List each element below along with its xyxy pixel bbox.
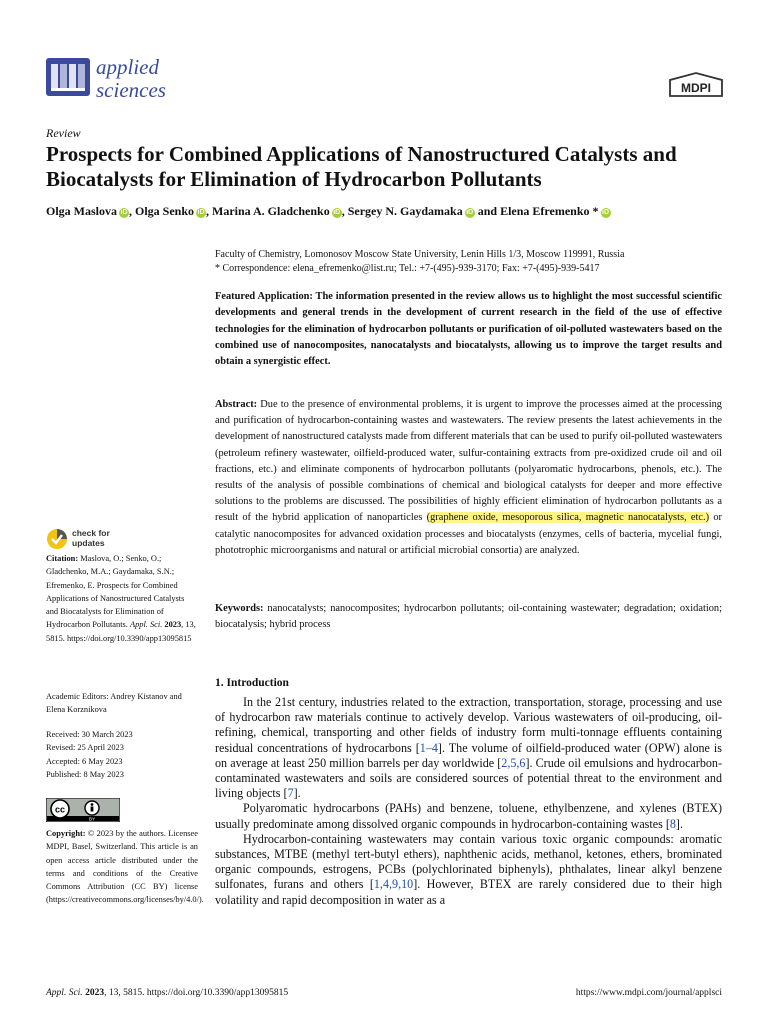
article-type: Review bbox=[46, 126, 81, 140]
date-revised: Revised: 25 April 2023 bbox=[46, 743, 124, 753]
keywords bbox=[215, 601, 722, 633]
footer-doi[interactable]: , 13, 5815. https://doi.org/10.3390/app13095815 bbox=[104, 988, 289, 998]
journal-name-line1: applied bbox=[96, 55, 159, 79]
reference-link[interactable]: 7 bbox=[287, 786, 294, 801]
author-name[interactable]: Olga Senko bbox=[135, 204, 195, 218]
author-separator: , bbox=[129, 204, 135, 218]
paragraph bbox=[215, 695, 722, 801]
footer-year: 2023 bbox=[85, 988, 105, 998]
author-separator: , bbox=[206, 204, 213, 218]
correspondence: * Correspondence: elena_efremenko@list.ru; Tel.: +7-(495)-939-3170; Fax: +7-(495)-939-5417 bbox=[215, 263, 600, 274]
keywords-label: Keywords: bbox=[215, 603, 264, 614]
paragraph-text: ]. bbox=[293, 786, 301, 801]
paragraph-text: ]. However, BTEX are rarely considered due to their high volatility and rapid decomposition in water as a bbox=[215, 877, 723, 907]
publication-dates bbox=[46, 728, 198, 781]
featured-application bbox=[215, 289, 722, 370]
author-name[interactable]: Elena Efremenko * bbox=[500, 204, 599, 218]
paragraph-text: Polyaromatic hydrocarbons (PAHs) and benzene, toluene, ethylbenzene, and xylenes (BTEX) usually predominate among dissolved organic compounds in hydrocarbon-containing wastes [ bbox=[215, 801, 722, 831]
paragraph-text: Hydrocarbon-containing wastewaters may contain various toxic organic compounds: aromatic substances, MTBE (methyl tert-butyl ethers), naphthenic acids, methanol, ketones, ethers, brominated organic compounds, estrogens, PCBs (polychlorinated biphenyls), phthalates, linear alkyl benzene sulfonates, furans and others [ bbox=[215, 831, 722, 892]
reference-link[interactable]: 1–4 bbox=[419, 740, 438, 755]
cc-label: cc bbox=[54, 804, 66, 815]
abstract bbox=[215, 397, 722, 559]
orcid-icon[interactable]: iD bbox=[197, 209, 205, 216]
featured-label: Featured Application: bbox=[215, 291, 313, 302]
citation-doi[interactable]: , 13, 5815. https://doi.org/10.3390/app13095815 bbox=[46, 620, 196, 643]
footer-journal: Appl. Sci. bbox=[46, 988, 83, 998]
orcid-icon[interactable]: iD bbox=[120, 209, 128, 216]
date-published: Published: 8 May 2023 bbox=[46, 769, 124, 779]
check-for-updates-line2: updates bbox=[72, 538, 105, 548]
paragraph-text: In the 21st century, industries related to the extraction, transportation, storage, processing and use of hydrocarbon raw materials continue to actively develop. Various wastewaters of oil-producing, oil-refining, chemical, transporting and other fields of industry form multi-tonnage effluents containing residual concentrations of hydrocarbons [ bbox=[215, 695, 722, 755]
journal-name-line2: sciences bbox=[96, 78, 166, 102]
author-name[interactable]: Olga Maslova bbox=[46, 204, 117, 218]
date-accepted: Accepted: 6 May 2023 bbox=[46, 756, 123, 766]
paragraph-text: ]. bbox=[675, 816, 683, 831]
check-for-updates-icon bbox=[46, 528, 68, 550]
reference-link[interactable]: 8 bbox=[669, 816, 676, 831]
citation-block bbox=[46, 552, 198, 645]
journal-name bbox=[96, 56, 166, 102]
featured-text: The information presented in the review allows us to highlight the most successful scientific developments and general trends in the development of current research in the field of the use of effective technologies for the elimination of hydrocarbon pollutants or purification of oil-polluted wastewaters based on the combined use of nanocomposites, nanocatalysts and biocatalysts, allowing us to improve the target results and obtain a synergistic effect. bbox=[215, 291, 722, 368]
affiliation-block bbox=[215, 248, 725, 276]
mdpi-logo-icon bbox=[668, 72, 724, 98]
keywords-text: nanocatalysts; nanocomposites; hydrocarbon pollutants; oil-containing wastewater; degradation; oxidation; biocatalysis; hybrid process bbox=[215, 603, 722, 631]
copyright-notice bbox=[46, 827, 204, 907]
check-for-updates-line1: check for bbox=[72, 528, 110, 538]
cc-by-license-icon[interactable] bbox=[46, 798, 120, 822]
author-list bbox=[46, 204, 611, 219]
author-name[interactable]: Sergey N. Gaydamaka bbox=[347, 204, 463, 218]
paragraph bbox=[215, 832, 722, 908]
academic-editors: Academic Editors: Andrey Kistanov and Elena Korznikova bbox=[46, 692, 182, 715]
abstract-text-end: or catalytic nanocomposites for advanced oxidation processes and biocatalysts (enzymes, cells of bacteria, mycelial fungi, phototrophic microorganisms and natural or artificial microbial consortia) are analyzed. bbox=[215, 512, 722, 556]
citation-text: Maslova, O.; Senko, O.; Gladchenko, M.A.; Gaydamaka, S.N.; Efremenko, E. Prospects for Combined Applications of Nanostructured Catalysts and Biocatalysts for Elimination of Hydrocarbon Pollutants. bbox=[46, 554, 185, 630]
copyright-text: © 2023 by the authors. Licensee MDPI, Basel, Switzerland. This article is an open access article distributed under the terms and conditions of the Creative Commons Attribution (CC BY) license (https://creativecommons.org/licenses/by/4.0/). bbox=[46, 829, 204, 905]
abstract-label: Abstract: bbox=[215, 399, 258, 410]
reference-link[interactable]: 1,4,9,10 bbox=[373, 877, 414, 892]
orcid-icon[interactable]: iD bbox=[602, 209, 610, 216]
author-separator: and bbox=[474, 204, 501, 218]
author-separator: , bbox=[341, 204, 348, 218]
footer-journal-url[interactable]: https://www.mdpi.com/journal/applsci bbox=[575, 988, 722, 998]
orcid-icon[interactable]: iD bbox=[333, 209, 341, 216]
author-name[interactable]: Marina A. Gladchenko bbox=[212, 204, 330, 218]
page-title: Prospects for Combined Applications of Nanostructured Catalysts and Biocatalysts for Elimination of Hydrocarbon Pollutants bbox=[46, 142, 677, 191]
affiliation: Faculty of Chemistry, Lomonosov Moscow State University, Lenin Hills 1/3, Moscow 119991, Russia bbox=[215, 249, 625, 260]
date-received: Received: 30 March 2023 bbox=[46, 730, 133, 739]
paragraph bbox=[215, 801, 722, 831]
orcid-icon[interactable]: iD bbox=[466, 209, 474, 216]
citation-year: 2023 bbox=[164, 620, 182, 630]
check-for-updates-button[interactable] bbox=[46, 528, 206, 550]
paragraph-text: ]. The volume of oilfield-produced water (OPW) alone is on average at least 250 million barrels per day worldwide [ bbox=[215, 740, 722, 770]
citation-label: Citation: bbox=[46, 554, 79, 563]
mdpi-logo-text: MDPI bbox=[681, 81, 711, 95]
copyright-label: Copyright: bbox=[46, 829, 86, 838]
reference-link[interactable]: 2,5,6 bbox=[501, 755, 526, 770]
section-heading: 1. Introduction bbox=[215, 677, 289, 689]
footer-citation bbox=[46, 988, 288, 998]
abstract-highlight: (graphene oxide, mesoporous silica, magnetic nanocatalysts, etc.) bbox=[426, 512, 710, 524]
cc-by-label: BY bbox=[88, 816, 96, 822]
abstract-text: Due to the presence of environmental problems, it is urgent to improve the processes aimed at the processing and purification of hydrocarbon-containing wastes and wastewaters. The review presents the latest achievements in the development of nanostructured catalysts made from different materials that can be used to purify oil-polluted wastewaters (petroleum refinery wastewater, oilfield-produced water, sulfur-containing extracts from pre-oxidized crude oil and oil fractions, etc.) and eliminate components of hydrocarbon pollutants (polyaromatic hydrocarbons, phenols, etc.). The results of the analysis of possible combinations of chemical and biological catalysts for deeper and more effective solutions to the problems are discussed. The possibilities of highly efficient elimination of hydrocarbon pollutants as a result of the hybrid application of nanoparticles bbox=[215, 399, 722, 524]
citation-journal: Appl. Sci. bbox=[129, 620, 163, 630]
journal-logo-icon bbox=[46, 58, 90, 96]
introduction-body bbox=[215, 695, 722, 908]
paragraph-text: ]. Crude oil emulsions and hydrocarbon-contaminated wastewaters and soils are considered sources of potential threat to the environment and living objects [ bbox=[215, 755, 722, 801]
check-for-updates-label bbox=[72, 528, 110, 548]
